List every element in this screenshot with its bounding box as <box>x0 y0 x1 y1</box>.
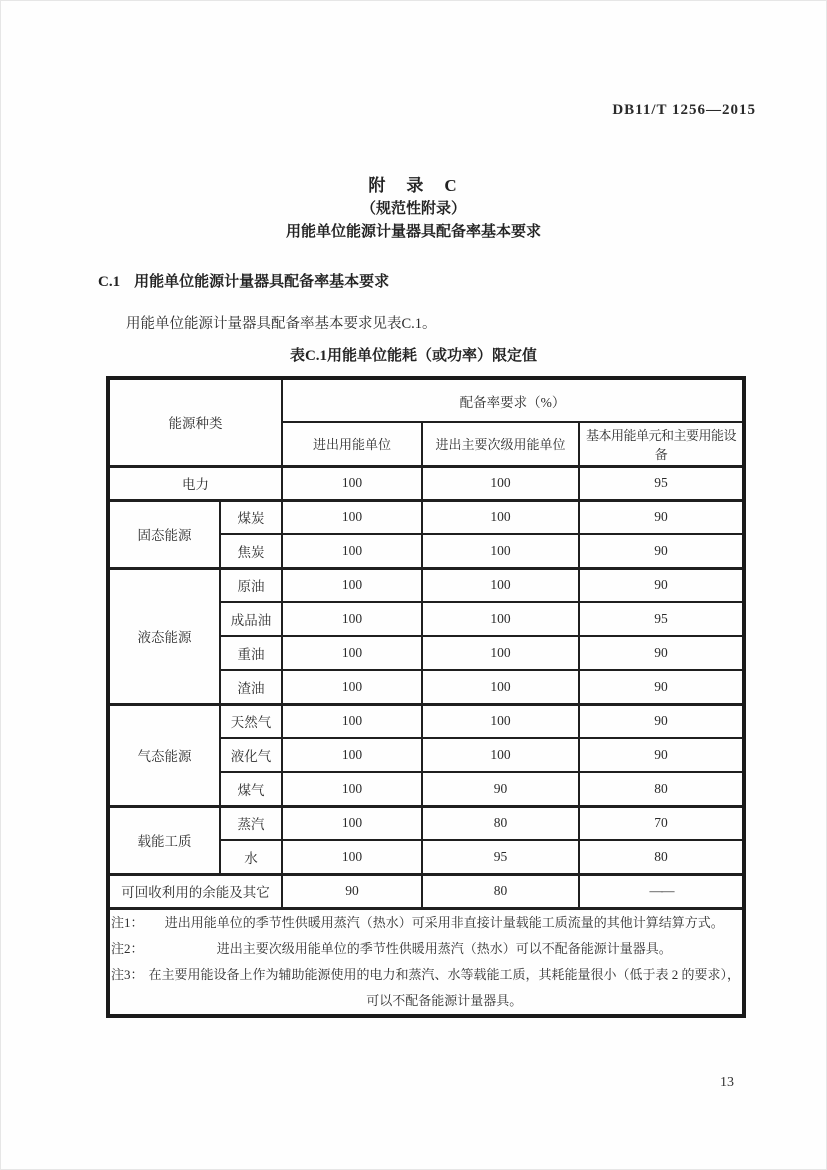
note-1-text: 进出用能单位的季节性供暖用蒸汽（热水）可采用非直接计量载能工质流量的其他计算结算方式。 <box>164 914 724 930</box>
row-label: 成品油 <box>220 602 282 636</box>
table-caption: 表C.1用能单位能耗（或功率）限定值 <box>289 348 538 364</box>
table-cell: 100 <box>422 534 579 568</box>
row-label: 焦炭 <box>220 534 282 568</box>
row-label: 煤气 <box>220 772 282 806</box>
table-row-natural-gas <box>108 704 744 738</box>
table-cell: 90 <box>282 874 422 908</box>
table-row-steam <box>108 806 744 840</box>
section-number: C.1 <box>98 274 121 290</box>
header-col-enter-exit-unit: 进出用能单位 <box>282 422 422 466</box>
table-cell: 95 <box>579 602 744 636</box>
row-label: 蒸汽 <box>220 806 282 840</box>
row-label: 液化气 <box>220 738 282 772</box>
table-cell: 70 <box>579 806 744 840</box>
page-number: 13 <box>720 1075 734 1090</box>
table-cell: 90 <box>579 670 744 704</box>
table-cell: 80 <box>422 874 579 908</box>
row-label: 水 <box>220 840 282 874</box>
note-2-tag: 注2： <box>111 940 144 956</box>
table-cell: 80 <box>422 806 579 840</box>
table-cell: 100 <box>282 840 422 874</box>
row-label: 可回收利用的余能及其它 <box>108 874 282 908</box>
table-cell: 100 <box>422 466 579 500</box>
appendix-subtitle: （规范性附录） <box>360 201 466 217</box>
table-cell: 90 <box>579 568 744 602</box>
table-cell: 100 <box>282 670 422 704</box>
group-label-energy-carrier: 载能工质 <box>108 806 220 874</box>
table-cell: 90 <box>422 772 579 806</box>
table-cell: 100 <box>282 602 422 636</box>
table-cell: 100 <box>422 636 579 670</box>
appendix-title: 附 录 C <box>368 176 459 195</box>
table-cell-dash: —— <box>579 874 744 908</box>
header-energy-type: 能源种类 <box>108 378 282 466</box>
table-cell: 100 <box>422 704 579 738</box>
table-row-coal <box>108 500 744 534</box>
requirements-table-wrap <box>106 376 746 1018</box>
table-cell: 95 <box>422 840 579 874</box>
doc-number: DB11/T 1256—2015 <box>612 102 756 118</box>
row-label: 原油 <box>220 568 282 602</box>
appendix-title-block <box>1 173 826 244</box>
table-cell: 100 <box>282 704 422 738</box>
table-cell: 90 <box>579 636 744 670</box>
table-cell: 100 <box>422 602 579 636</box>
header-rate-group: 配备率要求（%） <box>282 378 744 422</box>
row-label: 煤炭 <box>220 500 282 534</box>
table-row-electricity <box>108 466 744 500</box>
row-label: 天然气 <box>220 704 282 738</box>
table-cell: 90 <box>579 534 744 568</box>
row-label: 电力 <box>108 466 282 500</box>
table-cell: 90 <box>579 738 744 772</box>
header-col-secondary-unit: 进出主要次级用能单位 <box>422 422 579 466</box>
table-cell: 80 <box>579 840 744 874</box>
requirements-table <box>106 376 746 1018</box>
group-label-solid: 固态能源 <box>108 500 220 568</box>
table-cell: 100 <box>422 568 579 602</box>
table-header-row-1 <box>108 378 744 422</box>
note-3 <box>111 962 741 1014</box>
table-cell: 100 <box>282 466 422 500</box>
table-cell: 100 <box>282 636 422 670</box>
table-notes-row <box>108 908 744 1016</box>
note-2-text: 进出主要次级用能单位的季节性供暖用蒸汽（热水）可以不配备能源计量器具。 <box>216 940 672 956</box>
note-1 <box>111 910 741 936</box>
table-cell: 100 <box>422 738 579 772</box>
table-cell: 100 <box>282 500 422 534</box>
table-cell: 100 <box>422 500 579 534</box>
appendix-heading: 用能单位能源计量器具配备率基本要求 <box>285 224 541 240</box>
body-paragraph: 用能单位能源计量器具配备率基本要求见表C.1。 <box>126 316 437 332</box>
table-notes-cell <box>108 908 744 1016</box>
table-cell: 100 <box>282 568 422 602</box>
table-cell: 100 <box>282 772 422 806</box>
table-cell: 90 <box>579 500 744 534</box>
table-cell: 100 <box>282 738 422 772</box>
section-heading <box>98 270 389 291</box>
table-cell: 100 <box>282 534 422 568</box>
row-label: 重油 <box>220 636 282 670</box>
group-label-liquid: 液态能源 <box>108 568 220 704</box>
table-cell: 80 <box>579 772 744 806</box>
table-cell: 90 <box>579 704 744 738</box>
section-title: 用能单位能源计量器具配备率基本要求 <box>134 274 390 290</box>
table-cell: 95 <box>579 466 744 500</box>
group-label-gas: 气态能源 <box>108 704 220 806</box>
note-3-text: 在主要用能设备上作为辅助能源使用的电力和蒸汽、水等载能工质，其耗能量很小（低于表 2 的要求），可以不配备能源计量器具。 <box>148 966 741 1008</box>
table-cell: 100 <box>422 670 579 704</box>
note-3-tag: 注3： <box>111 966 144 982</box>
row-label: 渣油 <box>220 670 282 704</box>
note-1-tag: 注1： <box>111 914 144 930</box>
header-col-basic-unit-equipment: 基本用能单元和主要用能设备 <box>579 422 744 466</box>
table-row-recoverable-energy <box>108 874 744 908</box>
table-row-crude-oil <box>108 568 744 602</box>
note-2 <box>111 936 741 962</box>
table-cell: 100 <box>282 806 422 840</box>
